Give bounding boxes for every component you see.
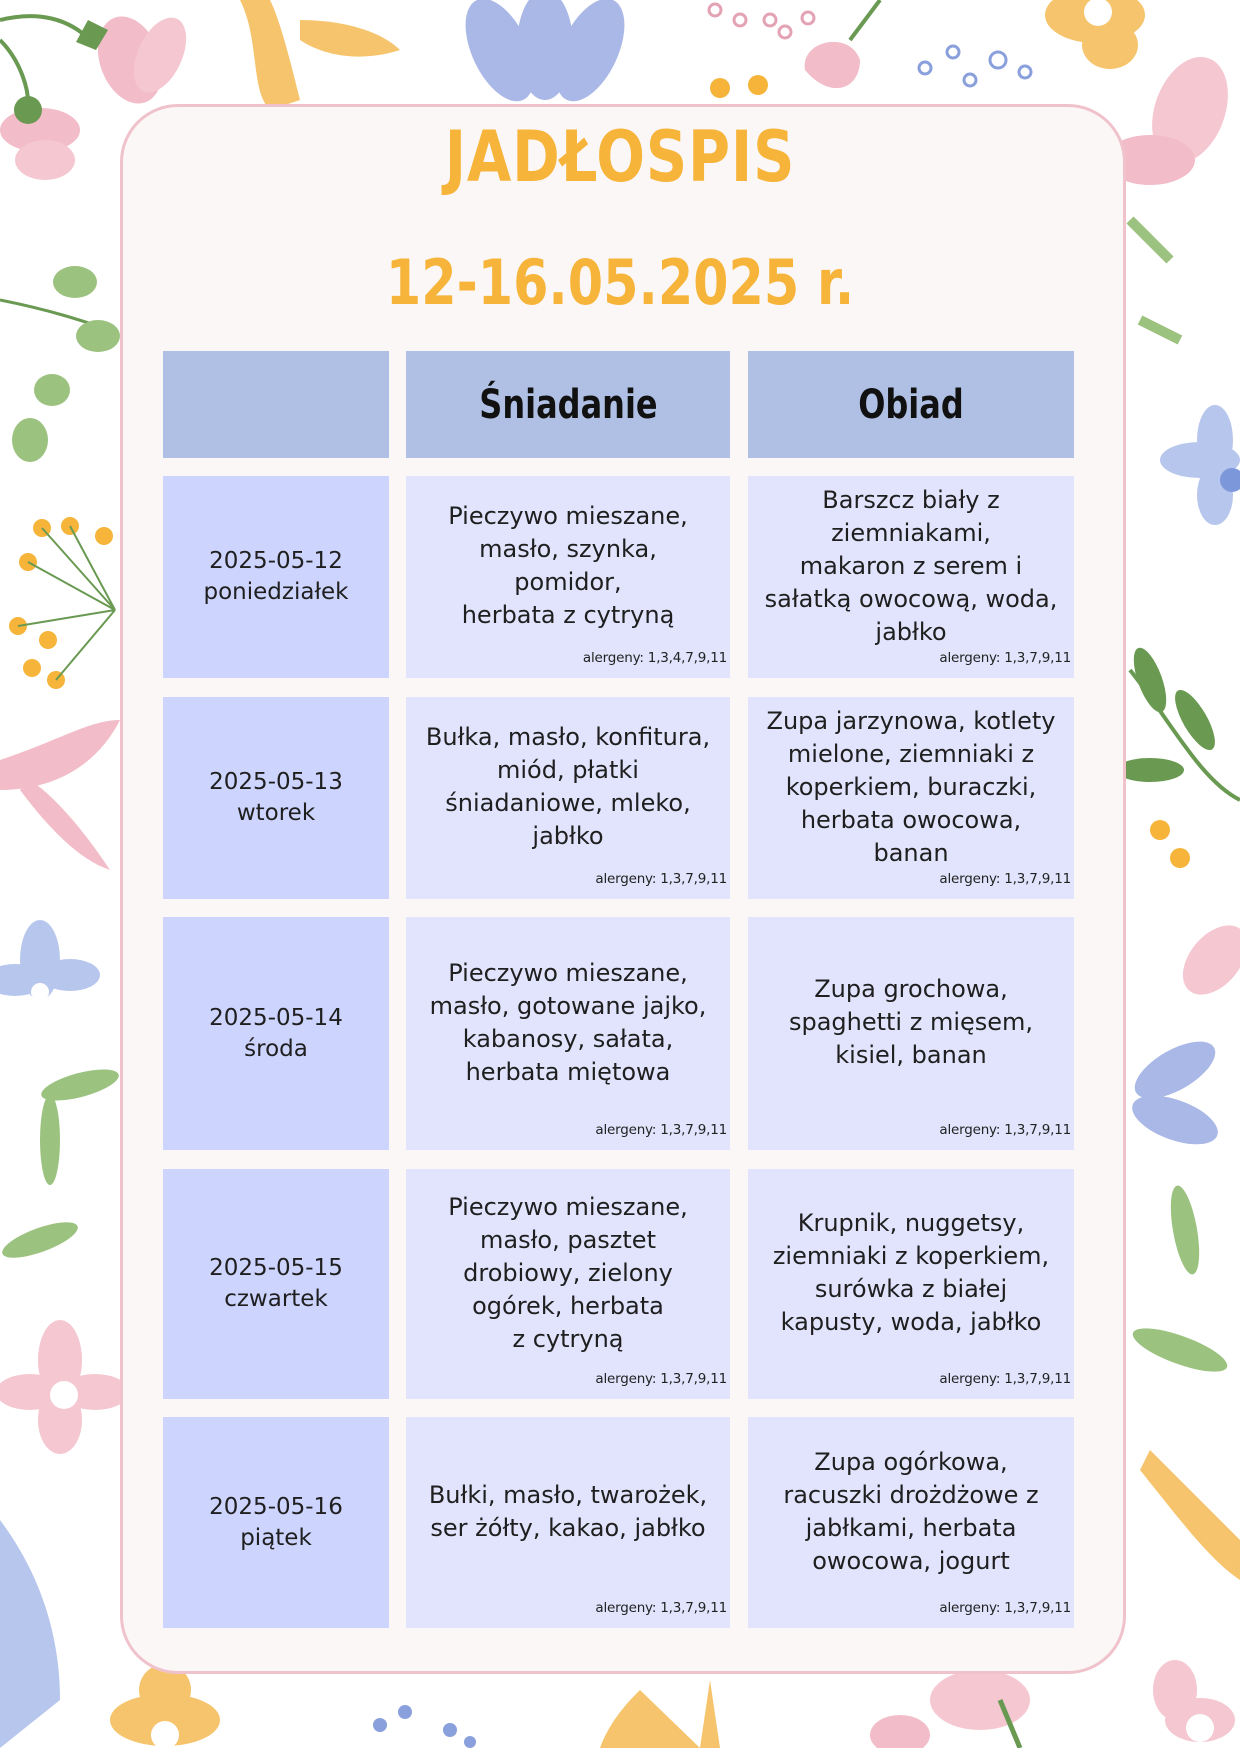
breakfast-text: Pieczywo mieszane, masło, pasztet drobiowy, zielony ogórek, herbata z cytryną (448, 1192, 688, 1353)
blue-flower-icon (451, 0, 638, 112)
allergens-label: alergeny: 1,3,4,7,9,11 (582, 650, 727, 666)
blue-flower-icon (0, 920, 122, 1107)
breakfast-text: Bułka, masło, konfitura, miód, płatki śniadaniowe, mleko, jabłko (425, 723, 711, 850)
berry-icon (373, 1705, 476, 1748)
allergens-label: alergeny: 1,3,7,9,11 (939, 650, 1071, 666)
dandelion-icon (9, 517, 115, 689)
breakfast-cell (406, 917, 730, 1150)
yellow-flower-icon (710, 75, 768, 98)
yellow-flower-icon (1150, 820, 1190, 868)
lunch-cell (748, 1169, 1074, 1399)
lunch-text: Zupa grochowa, spaghetti z mięsem, kisiel, banan (788, 975, 1034, 1069)
leaf-icon (0, 266, 120, 462)
breakfast-text: Bułki, masło, twarożek, ser żółty, kakao, jabłko (428, 1480, 708, 1542)
pink-flower-icon (76, 7, 197, 112)
lunch-text: Barszcz biały z ziemniakami, makaron z serem i sałatką owocową, woda, jabłko (764, 485, 1058, 646)
day-weekday: poniedziałek (203, 579, 349, 605)
tulip-icon (805, 0, 880, 88)
lunch-text: Krupnik, nuggetsy, ziemniaki z koperkiem, surówka z białej kapusty, woda, jabłko (772, 1209, 1050, 1336)
allergens-label: alergeny: 1,3,7,9,11 (595, 1371, 727, 1387)
header-cell-empty (163, 351, 389, 458)
leaf-icon (0, 1520, 60, 1748)
breakfast-cell (406, 476, 730, 678)
allergens-label: alergeny: 1,3,7,9,11 (595, 1600, 727, 1616)
allergens-label: alergeny: 1,3,7,9,11 (939, 1371, 1071, 1387)
lunch-cell (748, 476, 1074, 678)
allergens-label: alergeny: 1,3,7,9,11 (939, 1122, 1071, 1138)
allergens-label: alergeny: 1,3,7,9,11 (595, 871, 727, 887)
header-cell-lunch (748, 351, 1074, 458)
day-weekday: czwartek (224, 1286, 328, 1312)
lunch-text: Zupa jarzynowa, kotlety mielone, ziemniaki z koperkiem, buraczki, herbata owocowa, banan (766, 706, 1056, 867)
day-cell (163, 697, 389, 899)
pink-flower-icon (1153, 1660, 1235, 1742)
day-cell (163, 917, 389, 1150)
day-weekday: środa (244, 1035, 308, 1062)
leaf-icon (1128, 1184, 1232, 1381)
column-header-label: Obiad (858, 381, 964, 428)
day-date: 2025-05-16 (209, 1493, 343, 1520)
berry-icon (709, 4, 814, 38)
leaf-icon (1140, 1450, 1240, 1580)
lunch-cell (748, 917, 1074, 1150)
berry-icon (919, 46, 1031, 86)
blue-flower-icon (1160, 405, 1240, 525)
pink-flower-icon (0, 1320, 129, 1454)
day-cell (163, 1417, 389, 1628)
day-weekday: piątek (240, 1524, 312, 1551)
lunch-cell (748, 697, 1074, 899)
day-date: 2025-05-15 (209, 1255, 343, 1281)
breakfast-cell (406, 1169, 730, 1399)
yellow-flower-icon (1045, 0, 1145, 69)
day-date: 2025-05-12 (209, 548, 343, 574)
day-weekday: wtorek (236, 800, 316, 826)
day-date: 2025-05-14 (209, 1004, 343, 1031)
lunch-text: Zupa ogórkowa, racuszki drożdżowe z jabłkami, herbata owocowa, jogurt (783, 1447, 1039, 1575)
leaf-icon (1116, 644, 1240, 800)
pink-flower-icon (1170, 913, 1240, 1006)
breakfast-text: Pieczywo mieszane, masło, szynka, pomidor, herbata z cytryną (448, 502, 688, 629)
leaf-icon (0, 720, 120, 870)
lunch-cell (748, 1417, 1074, 1628)
pink-flower-icon (870, 1670, 1030, 1748)
yellow-flower-icon (110, 1664, 220, 1748)
date-range: 12-16.05.2025 r. (385, 246, 855, 319)
leaf-icon (0, 1095, 82, 1265)
pink-flower-icon (0, 96, 80, 180)
breakfast-text: Pieczywo mieszane, masło, gotowane jajko, kabanosy, sałata, herbata miętowa (429, 958, 707, 1086)
page-title: JADŁOSPIS (444, 116, 796, 198)
header-cell-breakfast (406, 351, 730, 458)
allergens-label: alergeny: 1,3,7,9,11 (939, 1600, 1071, 1616)
column-header-label: Śniadanie (478, 381, 658, 428)
allergens-label: alergeny: 1,3,7,9,11 (939, 871, 1071, 887)
day-date: 2025-05-13 (209, 769, 343, 795)
day-cell (163, 476, 389, 678)
allergens-label: alergeny: 1,3,7,9,11 (595, 1122, 727, 1138)
leaf-icon (600, 1680, 720, 1748)
breakfast-cell (406, 1417, 730, 1628)
day-cell (163, 1169, 389, 1399)
breakfast-cell (406, 697, 730, 899)
leaf-icon (240, 0, 400, 110)
blue-flower-icon (1126, 1030, 1224, 1154)
